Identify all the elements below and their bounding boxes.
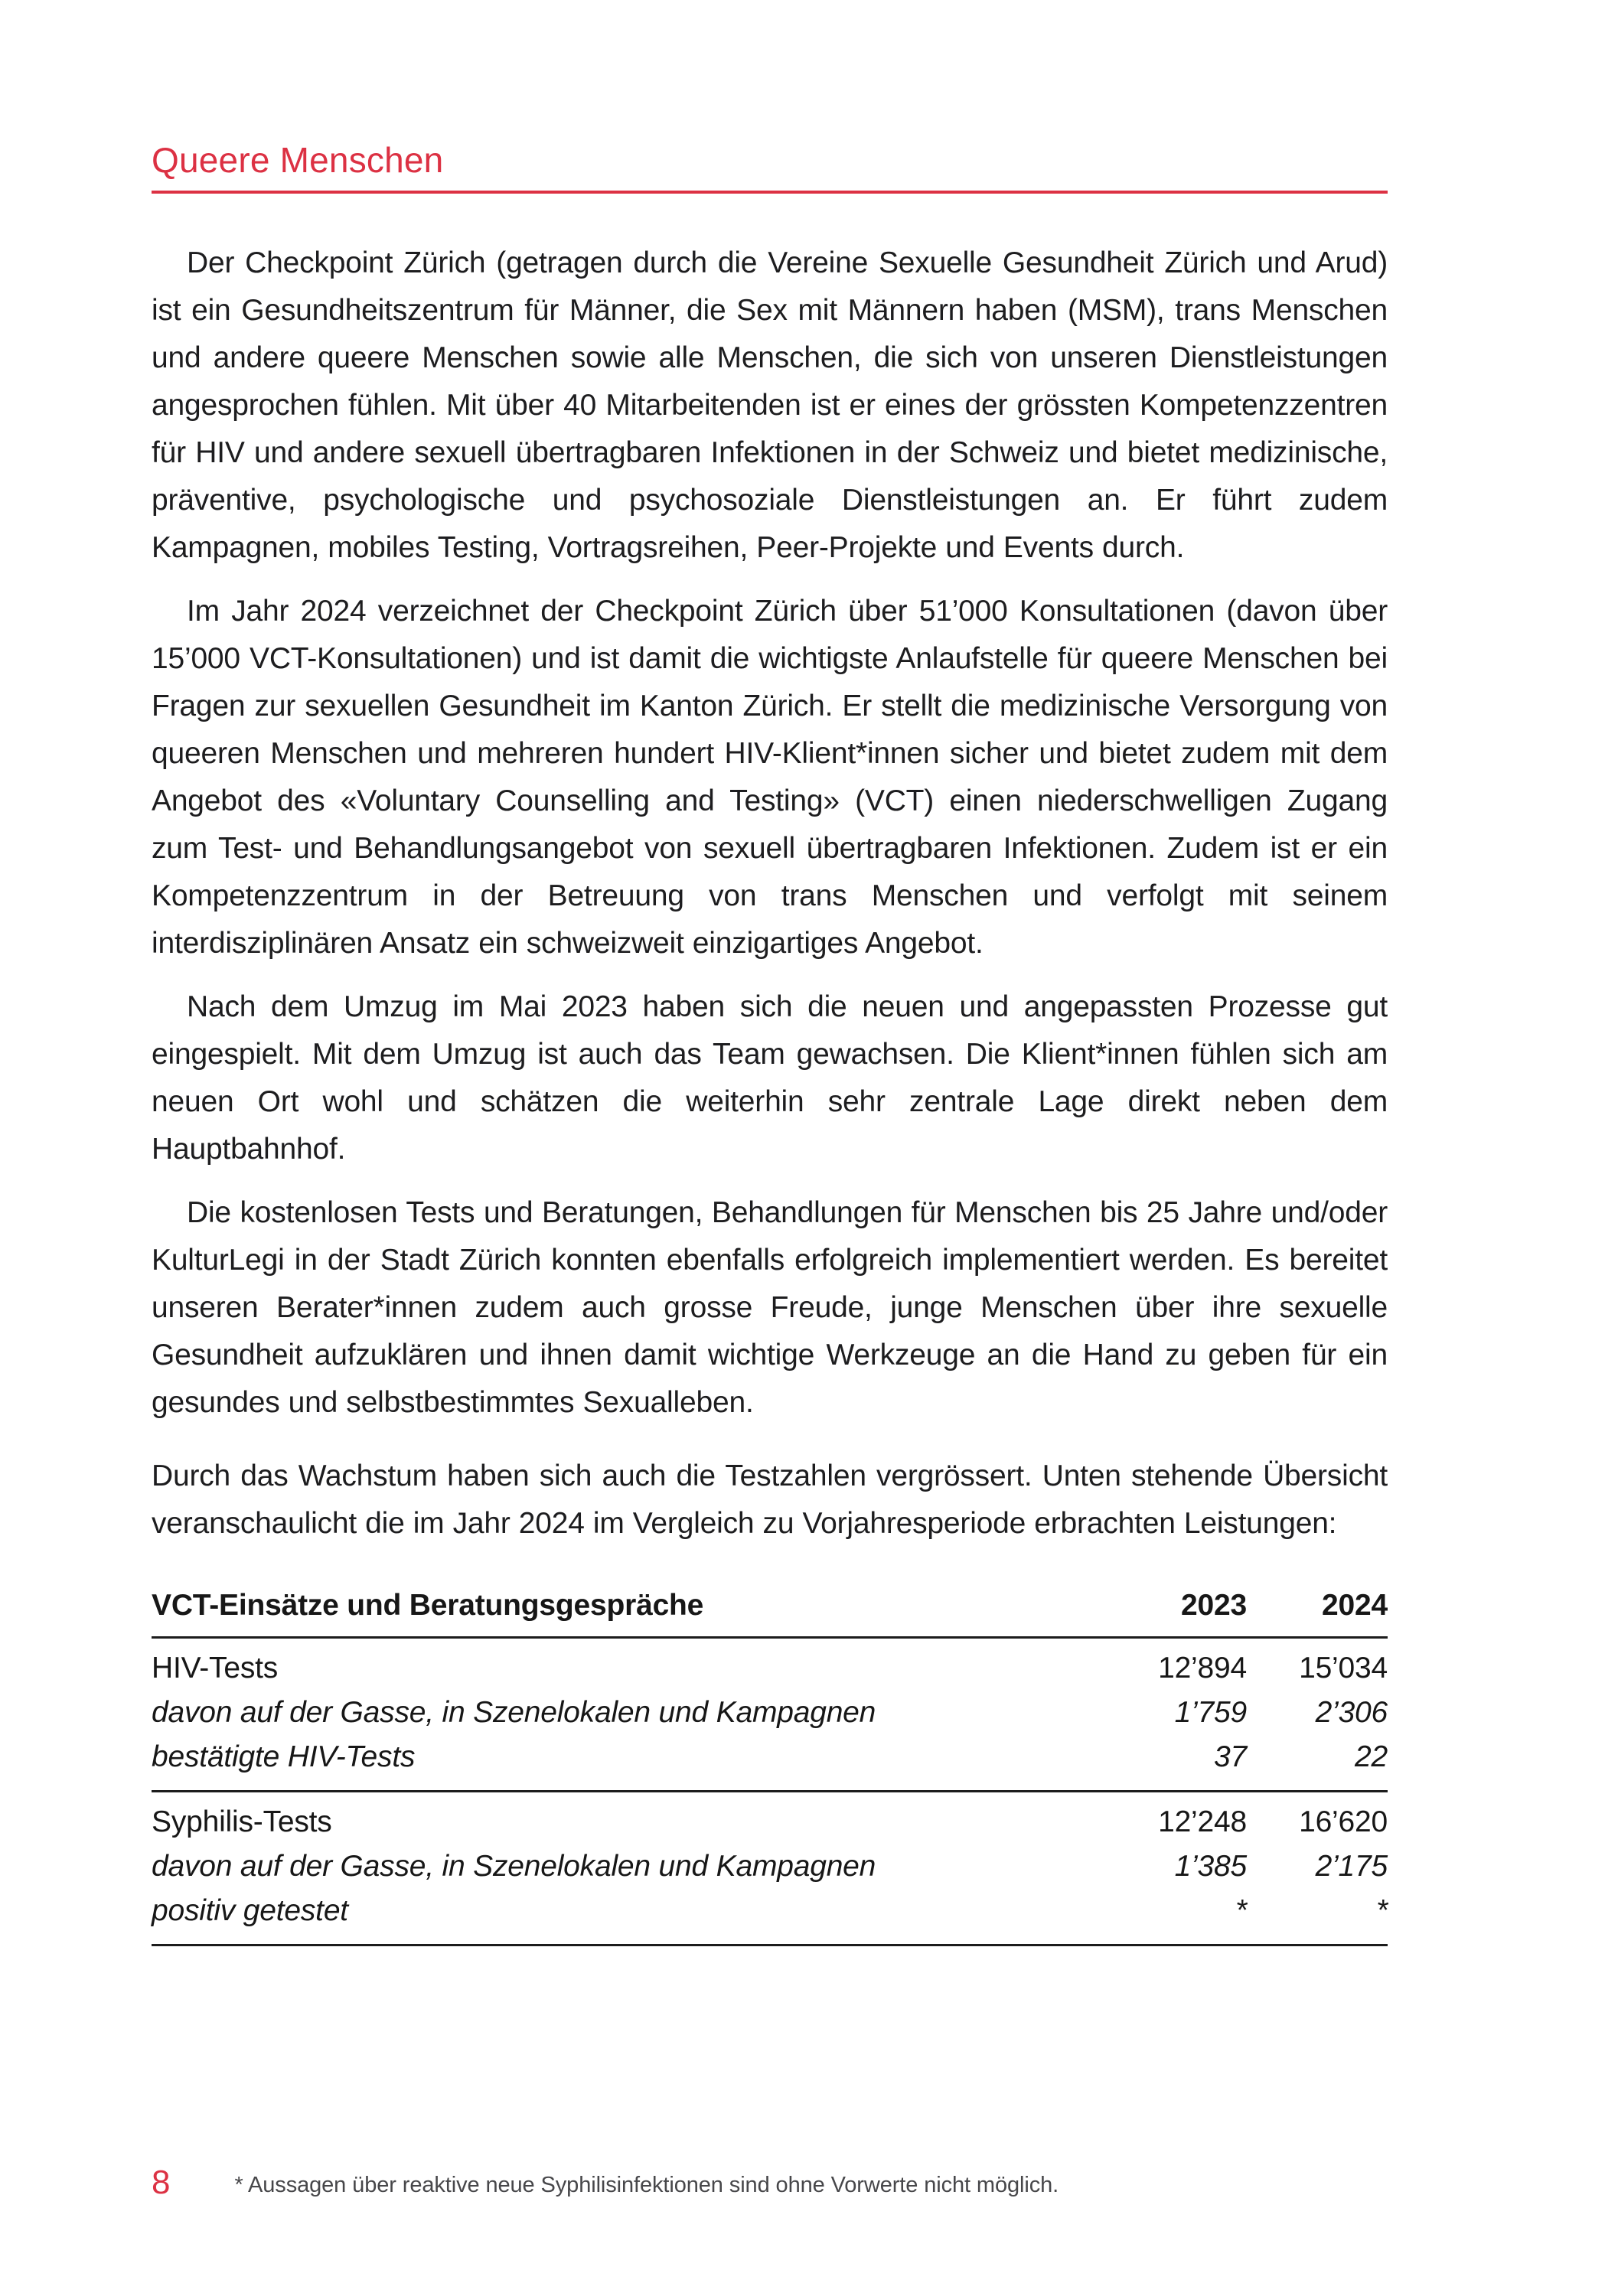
row-value-2023: 12’894 xyxy=(1158,1651,1247,1684)
table-group-hiv xyxy=(152,1639,1388,1790)
row-value-2023: 1’385 xyxy=(1174,1849,1247,1883)
table-row xyxy=(152,1735,1388,1779)
row-value-2024: 2’306 xyxy=(1315,1695,1388,1729)
row-value-2023: * xyxy=(1235,1893,1247,1927)
table-header-2024: 2024 xyxy=(1322,1588,1388,1622)
row-label: Syphilis-Tests xyxy=(152,1805,332,1838)
row-value-2023: 12’248 xyxy=(1158,1805,1247,1838)
table-header-2023: 2023 xyxy=(1181,1588,1247,1622)
row-value-2024: 22 xyxy=(1355,1740,1388,1773)
row-value-2024: 2’175 xyxy=(1315,1849,1388,1883)
paragraph-2: Im Jahr 2024 verzeichnet der Checkpoint Zürich über 51’000 Konsultationen (davon über 15’000 VCT-Konsultationen) und ist damit die wichtigste Anlaufstelle für queere Menschen bei Fragen zur sexuellen Gesundheit im Kanton Zürich. Er stellt die medizinische Versorgung von queeren Menschen und mehreren hundert HIV-Klient*innen sicher und bietet zudem mit dem Angebot des «Voluntary Counselling and Testing» (VCT) einen niederschwelligen Zugang zum Test- und Behandlungsangebot von sexuell übertragbaren Infektionen. Zudem ist er ein Kompetenzzentrum in der Betreuung von trans Menschen und verfolgt mit seinem interdisziplinären Ansatz ein schweizweit einzigartiges Angebot. xyxy=(152,594,1388,960)
row-label: HIV-Tests xyxy=(152,1651,279,1684)
row-value-2024: 16’620 xyxy=(1299,1805,1388,1838)
row-label: davon auf der Gasse, in Szenelokalen und Kampagnen xyxy=(152,1849,876,1883)
table-row xyxy=(152,1800,1388,1844)
footnote: * Aussagen über reaktive neue Syphilisinfektionen sind ohne Vorwerte nicht möglich. xyxy=(234,2173,1059,2197)
vct-stats-table xyxy=(152,1589,1388,1946)
page-number: 8 xyxy=(152,2164,171,2201)
row-value-2023: 37 xyxy=(1214,1740,1247,1773)
table-row xyxy=(152,1646,1388,1691)
table-header-label: VCT-Einsätze und Beratungsgespräche xyxy=(152,1588,704,1622)
row-value-2023: 1’759 xyxy=(1174,1695,1247,1729)
paragraph-3: Nach dem Umzug im Mai 2023 haben sich die neuen und angepassten Prozesse gut eingespielt. Mit dem Umzug ist auch das Team gewachsen. Die Klient*innen fühlen sich am neuen Ort wohl und schätzen die weiterhin sehr zentrale Lage direkt neben dem Hauptbahnhof. xyxy=(152,990,1388,1166)
table-row xyxy=(152,1844,1388,1889)
table-header-row xyxy=(152,1589,1388,1636)
table-group-syphilis xyxy=(152,1792,1388,1944)
paragraph-1: Der Checkpoint Zürich (getragen durch die Vereine Sexuelle Gesundheit Zürich und Arud) ist ein Gesundheitszentrum für Männer, die Sex mit Männern haben (MSM), trans Menschen und andere queere Menschen sowie alle Menschen, die sich von unseren Dienstleistungen angesprochen fühlen. Mit über 40 Mitarbeitenden ist er eines der grössten Kompetenzzentren für HIV und andere sexuell übertragbaren Infektionen in der Schweiz und bietet medizinische, präventive, psychologische und psychosoziale Dienstleistungen an. Er führt zudem Kampagnen, mobiles Testing, Vortragsreihen, Peer-Projekte und Events durch. xyxy=(152,246,1388,564)
row-label: bestätigte HIV-Tests xyxy=(152,1740,416,1773)
row-value-2024: * xyxy=(1376,1893,1388,1927)
paragraph-5: Durch das Wachstum haben sich auch die Testzahlen vergrössert. Unten stehende Übersicht veranschaulicht die im Jahr 2024 im Vergleich zu Vorjahresperiode erbrachten Leistungen: xyxy=(152,1459,1388,1540)
page-content xyxy=(152,141,1388,1946)
page-footer xyxy=(152,2166,1388,2200)
row-label: positiv getestet xyxy=(152,1893,348,1927)
paragraph-4: Die kostenlosen Tests und Beratungen, Behandlungen für Menschen bis 25 Jahre und/oder KulturLegi in der Stadt Zürich konnten ebenfalls erfolgreich implementiert werden. Es bereitet unseren Berater*innen zudem auch grosse Freude, junge Menschen über ihre sexuelle Gesundheit aufzuklären und ihnen damit wichtige Werkzeuge an die Hand zu geben für ein gesundes und selbstbestimmtes Sexualleben. xyxy=(152,1195,1388,1419)
table-rule-bottom xyxy=(152,1944,1388,1946)
row-label: davon auf der Gasse, in Szenelokalen und Kampagnen xyxy=(152,1695,876,1729)
row-value-2024: 15’034 xyxy=(1299,1651,1388,1684)
table-row xyxy=(152,1691,1388,1735)
section-title-rule xyxy=(152,191,1388,194)
table-row xyxy=(152,1889,1388,1933)
section-title: Queere Menschen xyxy=(152,140,444,180)
article-body xyxy=(152,240,1388,1548)
